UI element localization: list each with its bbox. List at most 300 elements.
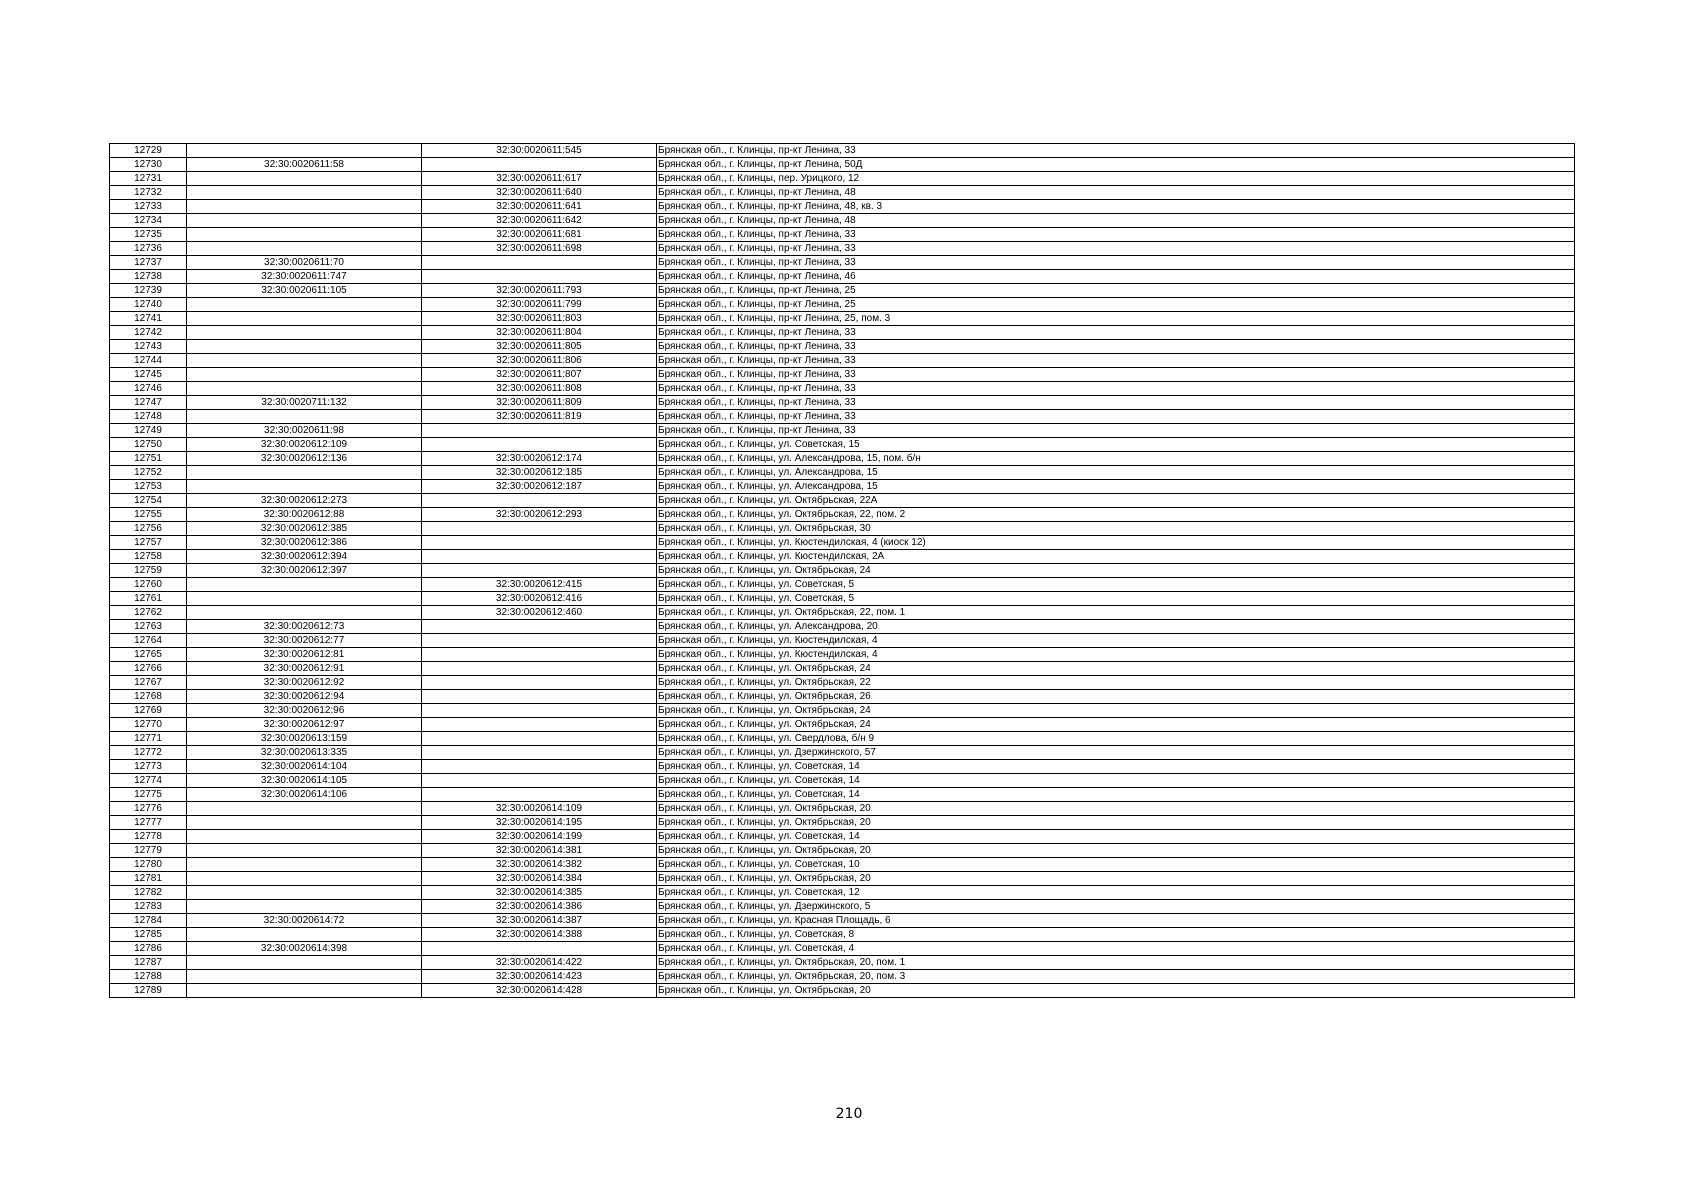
cadastral-number-secondary-cell: 32:30:0020612:293 <box>422 508 657 522</box>
cadastral-number-cell: 32:30:0020612:394 <box>187 550 422 564</box>
cadastral-number-secondary-cell: 32:30:0020614:428 <box>422 984 657 998</box>
table-row <box>110 872 1575 886</box>
row-number-cell: 12729 <box>110 144 187 158</box>
cadastral-number-cell: 32:30:0020611:70 <box>187 256 422 270</box>
table-row <box>110 970 1575 984</box>
row-number-cell: 12767 <box>110 676 187 690</box>
address-cell: Брянская обл., г. Клинцы, пр-кт Ленина, 33 <box>657 326 1575 340</box>
cadastral-number-secondary-cell: 32:30:0020612:187 <box>422 480 657 494</box>
table-row <box>110 284 1575 298</box>
row-number-cell: 12764 <box>110 634 187 648</box>
row-number-cell: 12736 <box>110 242 187 256</box>
table-row <box>110 312 1575 326</box>
address-cell: Брянская обл., г. Клинцы, ул. Октябрьская, 20 <box>657 844 1575 858</box>
table-row <box>110 732 1575 746</box>
table-row <box>110 326 1575 340</box>
cadastral-number-cell: 32:30:0020612:91 <box>187 662 422 676</box>
cadastral-number-cell <box>187 466 422 480</box>
cadastral-number-cell <box>187 228 422 242</box>
address-cell: Брянская обл., г. Клинцы, пр-кт Ленина, 33 <box>657 144 1575 158</box>
cadastral-number-secondary-cell: 32:30:0020611:698 <box>422 242 657 256</box>
row-number-cell: 12747 <box>110 396 187 410</box>
row-number-cell: 12766 <box>110 662 187 676</box>
cadastral-number-secondary-cell: 32:30:0020611:681 <box>422 228 657 242</box>
address-cell: Брянская обл., г. Клинцы, ул. Советская, 14 <box>657 830 1575 844</box>
row-number-cell: 12780 <box>110 858 187 872</box>
table-row <box>110 200 1575 214</box>
cadastral-number-cell: 32:30:0020612:97 <box>187 718 422 732</box>
address-cell: Брянская обл., г. Клинцы, пр-кт Ленина, 25 <box>657 298 1575 312</box>
address-cell: Брянская обл., г. Клинцы, ул. Александрова, 15 <box>657 480 1575 494</box>
table-row <box>110 774 1575 788</box>
cadastral-number-secondary-cell: 32:30:0020612:460 <box>422 606 657 620</box>
cadastral-number-cell <box>187 298 422 312</box>
address-cell: Брянская обл., г. Клинцы, ул. Октябрьская, 26 <box>657 690 1575 704</box>
table-row <box>110 298 1575 312</box>
cadastral-number-cell: 32:30:0020614:105 <box>187 774 422 788</box>
row-number-cell: 12772 <box>110 746 187 760</box>
row-number-cell: 12739 <box>110 284 187 298</box>
cadastral-number-cell <box>187 886 422 900</box>
row-number-cell: 12742 <box>110 326 187 340</box>
table-row <box>110 690 1575 704</box>
table-row <box>110 480 1575 494</box>
cadastral-number-cell: 32:30:0020612:94 <box>187 690 422 704</box>
address-cell: Брянская обл., г. Клинцы, пр-кт Ленина, 33 <box>657 396 1575 410</box>
table-row <box>110 214 1575 228</box>
cadastral-number-secondary-cell: 32:30:0020614:384 <box>422 872 657 886</box>
address-cell: Брянская обл., г. Клинцы, ул. Октябрьская, 22А <box>657 494 1575 508</box>
table-row <box>110 676 1575 690</box>
address-cell: Брянская обл., г. Клинцы, пр-кт Ленина, 33 <box>657 368 1575 382</box>
cadastral-number-secondary-cell: 32:30:0020614:199 <box>422 830 657 844</box>
row-number-cell: 12760 <box>110 578 187 592</box>
address-cell: Брянская обл., г. Клинцы, ул. Октябрьская, 24 <box>657 564 1575 578</box>
table-row <box>110 172 1575 186</box>
cadastral-number-cell: 32:30:0020613:159 <box>187 732 422 746</box>
cadastral-number-secondary-cell <box>422 760 657 774</box>
address-cell: Брянская обл., г. Клинцы, ул. Александрова, 20 <box>657 620 1575 634</box>
cadastral-number-secondary-cell <box>422 550 657 564</box>
table-row <box>110 452 1575 466</box>
address-cell: Брянская обл., г. Клинцы, ул. Кюстендилская, 4 <box>657 634 1575 648</box>
table-row <box>110 648 1575 662</box>
address-cell: Брянская обл., г. Клинцы, ул. Октябрьская, 20, пом. 1 <box>657 956 1575 970</box>
address-cell: Брянская обл., г. Клинцы, ул. Советская, 4 <box>657 942 1575 956</box>
cadastral-number-cell <box>187 830 422 844</box>
table-row <box>110 914 1575 928</box>
address-cell: Брянская обл., г. Клинцы, пр-кт Ленина, 33 <box>657 228 1575 242</box>
cadastral-number-secondary-cell <box>422 942 657 956</box>
table-row <box>110 858 1575 872</box>
table-row <box>110 522 1575 536</box>
table-row <box>110 228 1575 242</box>
cadastral-number-cell: 32:30:0020612:385 <box>187 522 422 536</box>
row-number-cell: 12756 <box>110 522 187 536</box>
cadastral-number-cell: 32:30:0020612:81 <box>187 648 422 662</box>
row-number-cell: 12752 <box>110 466 187 480</box>
address-cell: Брянская обл., г. Клинцы, пр-кт Ленина, 25 <box>657 284 1575 298</box>
cadastral-number-secondary-cell: 32:30:0020611:819 <box>422 410 657 424</box>
address-cell: Брянская обл., г. Клинцы, пр-кт Ленина, 33 <box>657 382 1575 396</box>
row-number-cell: 12765 <box>110 648 187 662</box>
row-number-cell: 12789 <box>110 984 187 998</box>
table-row <box>110 942 1575 956</box>
cadastral-number-secondary-cell: 32:30:0020611:808 <box>422 382 657 396</box>
cadastral-number-cell <box>187 382 422 396</box>
row-number-cell: 12775 <box>110 788 187 802</box>
address-cell: Брянская обл., г. Клинцы, пр-кт Ленина, 48 <box>657 186 1575 200</box>
row-number-cell: 12759 <box>110 564 187 578</box>
cadastral-number-secondary-cell <box>422 256 657 270</box>
table-row <box>110 438 1575 452</box>
address-cell: Брянская обл., г. Клинцы, ул. Советская, 5 <box>657 578 1575 592</box>
table-row <box>110 186 1575 200</box>
cadastral-number-cell <box>187 970 422 984</box>
cadastral-number-cell <box>187 242 422 256</box>
cadastral-number-secondary-cell <box>422 536 657 550</box>
address-cell: Брянская обл., г. Клинцы, ул. Октябрьская, 20 <box>657 872 1575 886</box>
cadastral-number-cell: 32:30:0020612:109 <box>187 438 422 452</box>
cadastral-number-secondary-cell <box>422 438 657 452</box>
cadastral-number-cell: 32:30:0020612:386 <box>187 536 422 550</box>
table-row <box>110 718 1575 732</box>
cadastral-number-cell: 32:30:0020612:397 <box>187 564 422 578</box>
cadastral-number-cell <box>187 214 422 228</box>
cadastral-number-cell <box>187 844 422 858</box>
cadastral-number-secondary-cell <box>422 676 657 690</box>
table-row <box>110 802 1575 816</box>
address-cell: Брянская обл., г. Клинцы, ул. Александрова, 15 <box>657 466 1575 480</box>
cadastral-number-cell <box>187 144 422 158</box>
cadastral-number-secondary-cell <box>422 270 657 284</box>
cadastral-number-secondary-cell <box>422 648 657 662</box>
cadastral-number-cell: 32:30:0020612:92 <box>187 676 422 690</box>
row-number-cell: 12761 <box>110 592 187 606</box>
cadastral-number-cell <box>187 592 422 606</box>
cadastral-number-cell <box>187 578 422 592</box>
cadastral-number-cell <box>187 606 422 620</box>
table-row <box>110 564 1575 578</box>
row-number-cell: 12782 <box>110 886 187 900</box>
cadastral-number-cell <box>187 900 422 914</box>
table-row <box>110 578 1575 592</box>
cadastral-number-secondary-cell: 32:30:0020614:195 <box>422 816 657 830</box>
cadastral-number-secondary-cell: 32:30:0020611:807 <box>422 368 657 382</box>
row-number-cell: 12763 <box>110 620 187 634</box>
address-cell: Брянская обл., г. Клинцы, ул. Кюстендилская, 2А <box>657 550 1575 564</box>
row-number-cell: 12787 <box>110 956 187 970</box>
cadastral-number-secondary-cell: 32:30:0020611:804 <box>422 326 657 340</box>
row-number-cell: 12751 <box>110 452 187 466</box>
page-number: 210 <box>835 1106 863 1122</box>
table-row <box>110 760 1575 774</box>
address-cell: Брянская обл., г. Клинцы, ул. Октябрьская, 22 <box>657 676 1575 690</box>
cadastral-number-secondary-cell <box>422 634 657 648</box>
address-cell: Брянская обл., г. Клинцы, ул. Октябрьская, 30 <box>657 522 1575 536</box>
cadastral-number-secondary-cell: 32:30:0020614:388 <box>422 928 657 942</box>
row-number-cell: 12754 <box>110 494 187 508</box>
cadastral-number-secondary-cell: 32:30:0020611:793 <box>422 284 657 298</box>
cadastral-number-cell: 32:30:0020612:136 <box>187 452 422 466</box>
table-row <box>110 494 1575 508</box>
cadastral-number-cell <box>187 368 422 382</box>
cadastral-number-cell: 32:30:0020611:747 <box>187 270 422 284</box>
table-row <box>110 634 1575 648</box>
table-row <box>110 550 1575 564</box>
register-table-body <box>110 144 1575 998</box>
cadastral-number-secondary-cell: 32:30:0020614:387 <box>422 914 657 928</box>
row-number-cell: 12753 <box>110 480 187 494</box>
address-cell: Брянская обл., г. Клинцы, ул. Красная Площадь, 6 <box>657 914 1575 928</box>
table-row <box>110 368 1575 382</box>
property-register-table <box>109 143 1575 998</box>
table-row <box>110 704 1575 718</box>
row-number-cell: 12735 <box>110 228 187 242</box>
cadastral-number-secondary-cell <box>422 732 657 746</box>
address-cell: Брянская обл., г. Клинцы, ул. Советская, 10 <box>657 858 1575 872</box>
cadastral-number-secondary-cell <box>422 522 657 536</box>
cadastral-number-secondary-cell: 32:30:0020614:381 <box>422 844 657 858</box>
row-number-cell: 12762 <box>110 606 187 620</box>
cadastral-number-secondary-cell <box>422 564 657 578</box>
address-cell: Брянская обл., г. Клинцы, пр-кт Ленина, 48 <box>657 214 1575 228</box>
row-number-cell: 12777 <box>110 816 187 830</box>
row-number-cell: 12755 <box>110 508 187 522</box>
address-cell: Брянская обл., г. Клинцы, пер. Урицкого, 12 <box>657 172 1575 186</box>
table-row <box>110 536 1575 550</box>
row-number-cell: 12746 <box>110 382 187 396</box>
cadastral-number-secondary-cell: 32:30:0020611:545 <box>422 144 657 158</box>
row-number-cell: 12773 <box>110 760 187 774</box>
cadastral-number-cell: 32:30:0020612:273 <box>187 494 422 508</box>
row-number-cell: 12732 <box>110 186 187 200</box>
address-cell: Брянская обл., г. Клинцы, ул. Октябрьская, 20, пом. 3 <box>657 970 1575 984</box>
row-number-cell: 12778 <box>110 830 187 844</box>
cadastral-number-cell: 32:30:0020614:104 <box>187 760 422 774</box>
cadastral-number-secondary-cell: 32:30:0020614:382 <box>422 858 657 872</box>
table-row <box>110 662 1575 676</box>
address-cell: Брянская обл., г. Клинцы, ул. Октябрьская, 24 <box>657 662 1575 676</box>
cadastral-number-cell: 32:30:0020611:58 <box>187 158 422 172</box>
row-number-cell: 12758 <box>110 550 187 564</box>
cadastral-number-secondary-cell <box>422 718 657 732</box>
cadastral-number-secondary-cell <box>422 788 657 802</box>
address-cell: Брянская обл., г. Клинцы, ул. Советская, 15 <box>657 438 1575 452</box>
row-number-cell: 12748 <box>110 410 187 424</box>
address-cell: Брянская обл., г. Клинцы, ул. Октябрьская, 22, пом. 2 <box>657 508 1575 522</box>
row-number-cell: 12781 <box>110 872 187 886</box>
address-cell: Брянская обл., г. Клинцы, ул. Октябрьская, 20 <box>657 816 1575 830</box>
row-number-cell: 12770 <box>110 718 187 732</box>
table-row <box>110 592 1575 606</box>
table-row <box>110 844 1575 858</box>
cadastral-number-cell <box>187 326 422 340</box>
table-row <box>110 900 1575 914</box>
cadastral-number-cell <box>187 872 422 886</box>
cadastral-number-secondary-cell: 32:30:0020611:806 <box>422 354 657 368</box>
table-row <box>110 606 1575 620</box>
cadastral-number-secondary-cell: 32:30:0020611:809 <box>422 396 657 410</box>
address-cell: Брянская обл., г. Клинцы, ул. Советская, 14 <box>657 774 1575 788</box>
cadastral-number-cell: 32:30:0020614:106 <box>187 788 422 802</box>
table-row <box>110 984 1575 998</box>
address-cell: Брянская обл., г. Клинцы, ул. Кюстендилская, 4 (киоск 12) <box>657 536 1575 550</box>
cadastral-number-secondary-cell <box>422 494 657 508</box>
cadastral-number-secondary-cell <box>422 620 657 634</box>
table-row <box>110 382 1575 396</box>
cadastral-number-cell: 32:30:0020614:398 <box>187 942 422 956</box>
address-cell: Брянская обл., г. Клинцы, пр-кт Ленина, 33 <box>657 340 1575 354</box>
cadastral-number-secondary-cell: 32:30:0020611:642 <box>422 214 657 228</box>
row-number-cell: 12750 <box>110 438 187 452</box>
cadastral-number-cell <box>187 858 422 872</box>
cadastral-number-secondary-cell: 32:30:0020612:185 <box>422 466 657 480</box>
cadastral-number-cell: 32:30:0020612:88 <box>187 508 422 522</box>
address-cell: Брянская обл., г. Клинцы, ул. Советская, 14 <box>657 760 1575 774</box>
table-row <box>110 928 1575 942</box>
table-row <box>110 354 1575 368</box>
table-row <box>110 242 1575 256</box>
row-number-cell: 12743 <box>110 340 187 354</box>
cadastral-number-cell: 32:30:0020614:72 <box>187 914 422 928</box>
address-cell: Брянская обл., г. Клинцы, ул. Советская, 14 <box>657 788 1575 802</box>
address-cell: Брянская обл., г. Клинцы, ул. Октябрьская, 20 <box>657 984 1575 998</box>
address-cell: Брянская обл., г. Клинцы, ул. Советская, 8 <box>657 928 1575 942</box>
cadastral-number-secondary-cell <box>422 704 657 718</box>
row-number-cell: 12730 <box>110 158 187 172</box>
cadastral-number-secondary-cell: 32:30:0020612:415 <box>422 578 657 592</box>
address-cell: Брянская обл., г. Клинцы, ул. Советская, 12 <box>657 886 1575 900</box>
cadastral-number-secondary-cell: 32:30:0020611:640 <box>422 186 657 200</box>
cadastral-number-cell <box>187 200 422 214</box>
cadastral-number-cell <box>187 956 422 970</box>
table-row <box>110 788 1575 802</box>
row-number-cell: 12768 <box>110 690 187 704</box>
table-row <box>110 830 1575 844</box>
table-row <box>110 256 1575 270</box>
address-cell: Брянская обл., г. Клинцы, ул. Дзержинского, 57 <box>657 746 1575 760</box>
row-number-cell: 12741 <box>110 312 187 326</box>
table-row <box>110 956 1575 970</box>
cadastral-number-secondary-cell: 32:30:0020611:799 <box>422 298 657 312</box>
table-row <box>110 816 1575 830</box>
cadastral-number-cell <box>187 186 422 200</box>
table-row <box>110 508 1575 522</box>
address-cell: Брянская обл., г. Клинцы, ул. Свердлова, б/н 9 <box>657 732 1575 746</box>
address-cell: Брянская обл., г. Клинцы, пр-кт Ленина, 48, кв. 3 <box>657 200 1575 214</box>
table-row <box>110 144 1575 158</box>
row-number-cell: 12749 <box>110 424 187 438</box>
cadastral-number-cell <box>187 480 422 494</box>
cadastral-number-cell: 32:30:0020613:335 <box>187 746 422 760</box>
row-number-cell: 12785 <box>110 928 187 942</box>
cadastral-number-secondary-cell <box>422 158 657 172</box>
row-number-cell: 12744 <box>110 354 187 368</box>
address-cell: Брянская обл., г. Клинцы, ул. Кюстендилская, 4 <box>657 648 1575 662</box>
address-cell: Брянская обл., г. Клинцы, пр-кт Ленина, 33 <box>657 354 1575 368</box>
cadastral-number-secondary-cell: 32:30:0020614:423 <box>422 970 657 984</box>
table-row <box>110 886 1575 900</box>
cadastral-number-secondary-cell: 32:30:0020611:641 <box>422 200 657 214</box>
cadastral-number-cell: 32:30:0020711:132 <box>187 396 422 410</box>
cadastral-number-secondary-cell <box>422 662 657 676</box>
address-cell: Брянская обл., г. Клинцы, пр-кт Ленина, 33 <box>657 242 1575 256</box>
address-cell: Брянская обл., г. Клинцы, ул. Октябрьская, 24 <box>657 718 1575 732</box>
row-number-cell: 12745 <box>110 368 187 382</box>
cadastral-number-secondary-cell: 32:30:0020612:174 <box>422 452 657 466</box>
row-number-cell: 12786 <box>110 942 187 956</box>
row-number-cell: 12733 <box>110 200 187 214</box>
address-cell: Брянская обл., г. Клинцы, пр-кт Ленина, 33 <box>657 256 1575 270</box>
row-number-cell: 12737 <box>110 256 187 270</box>
table-row <box>110 466 1575 480</box>
table-row <box>110 340 1575 354</box>
cadastral-number-secondary-cell <box>422 774 657 788</box>
cadastral-number-cell: 32:30:0020612:96 <box>187 704 422 718</box>
cadastral-number-secondary-cell: 32:30:0020611:617 <box>422 172 657 186</box>
table-row <box>110 396 1575 410</box>
row-number-cell: 12738 <box>110 270 187 284</box>
table-row <box>110 158 1575 172</box>
cadastral-number-cell <box>187 354 422 368</box>
address-cell: Брянская обл., г. Клинцы, пр-кт Ленина, 50Д <box>657 158 1575 172</box>
address-cell: Брянская обл., г. Клинцы, пр-кт Ленина, 46 <box>657 270 1575 284</box>
cadastral-number-secondary-cell <box>422 746 657 760</box>
cadastral-number-cell: 32:30:0020611:98 <box>187 424 422 438</box>
cadastral-number-secondary-cell: 32:30:0020611:803 <box>422 312 657 326</box>
row-number-cell: 12771 <box>110 732 187 746</box>
cadastral-number-cell: 32:30:0020612:73 <box>187 620 422 634</box>
cadastral-number-cell <box>187 984 422 998</box>
table-row <box>110 410 1575 424</box>
row-number-cell: 12788 <box>110 970 187 984</box>
cadastral-number-cell <box>187 410 422 424</box>
row-number-cell: 12784 <box>110 914 187 928</box>
row-number-cell: 12779 <box>110 844 187 858</box>
row-number-cell: 12734 <box>110 214 187 228</box>
cadastral-number-secondary-cell: 32:30:0020612:416 <box>422 592 657 606</box>
address-cell: Брянская обл., г. Клинцы, ул. Советская, 5 <box>657 592 1575 606</box>
cadastral-number-cell <box>187 340 422 354</box>
table-row <box>110 620 1575 634</box>
cadastral-number-cell <box>187 172 422 186</box>
cadastral-number-cell <box>187 928 422 942</box>
row-number-cell: 12769 <box>110 704 187 718</box>
cadastral-number-cell: 32:30:0020611:105 <box>187 284 422 298</box>
cadastral-number-secondary-cell: 32:30:0020614:385 <box>422 886 657 900</box>
cadastral-number-secondary-cell: 32:30:0020614:386 <box>422 900 657 914</box>
address-cell: Брянская обл., г. Клинцы, ул. Александрова, 15, пом. б/н <box>657 452 1575 466</box>
cadastral-number-secondary-cell: 32:30:0020614:422 <box>422 956 657 970</box>
address-cell: Брянская обл., г. Клинцы, пр-кт Ленина, 33 <box>657 424 1575 438</box>
cadastral-number-cell <box>187 802 422 816</box>
table-row <box>110 270 1575 284</box>
cadastral-number-cell <box>187 816 422 830</box>
row-number-cell: 12740 <box>110 298 187 312</box>
cadastral-number-cell <box>187 312 422 326</box>
address-cell: Брянская обл., г. Клинцы, ул. Октябрьская, 20 <box>657 802 1575 816</box>
cadastral-number-cell: 32:30:0020612:77 <box>187 634 422 648</box>
table-row <box>110 746 1575 760</box>
address-cell: Брянская обл., г. Клинцы, ул. Дзержинского, 5 <box>657 900 1575 914</box>
table-row <box>110 424 1575 438</box>
address-cell: Брянская обл., г. Клинцы, ул. Октябрьская, 22, пом. 1 <box>657 606 1575 620</box>
cadastral-number-secondary-cell: 32:30:0020611:805 <box>422 340 657 354</box>
address-cell: Брянская обл., г. Клинцы, пр-кт Ленина, 25, пом. 3 <box>657 312 1575 326</box>
cadastral-number-secondary-cell <box>422 690 657 704</box>
address-cell: Брянская обл., г. Клинцы, ул. Октябрьская, 24 <box>657 704 1575 718</box>
